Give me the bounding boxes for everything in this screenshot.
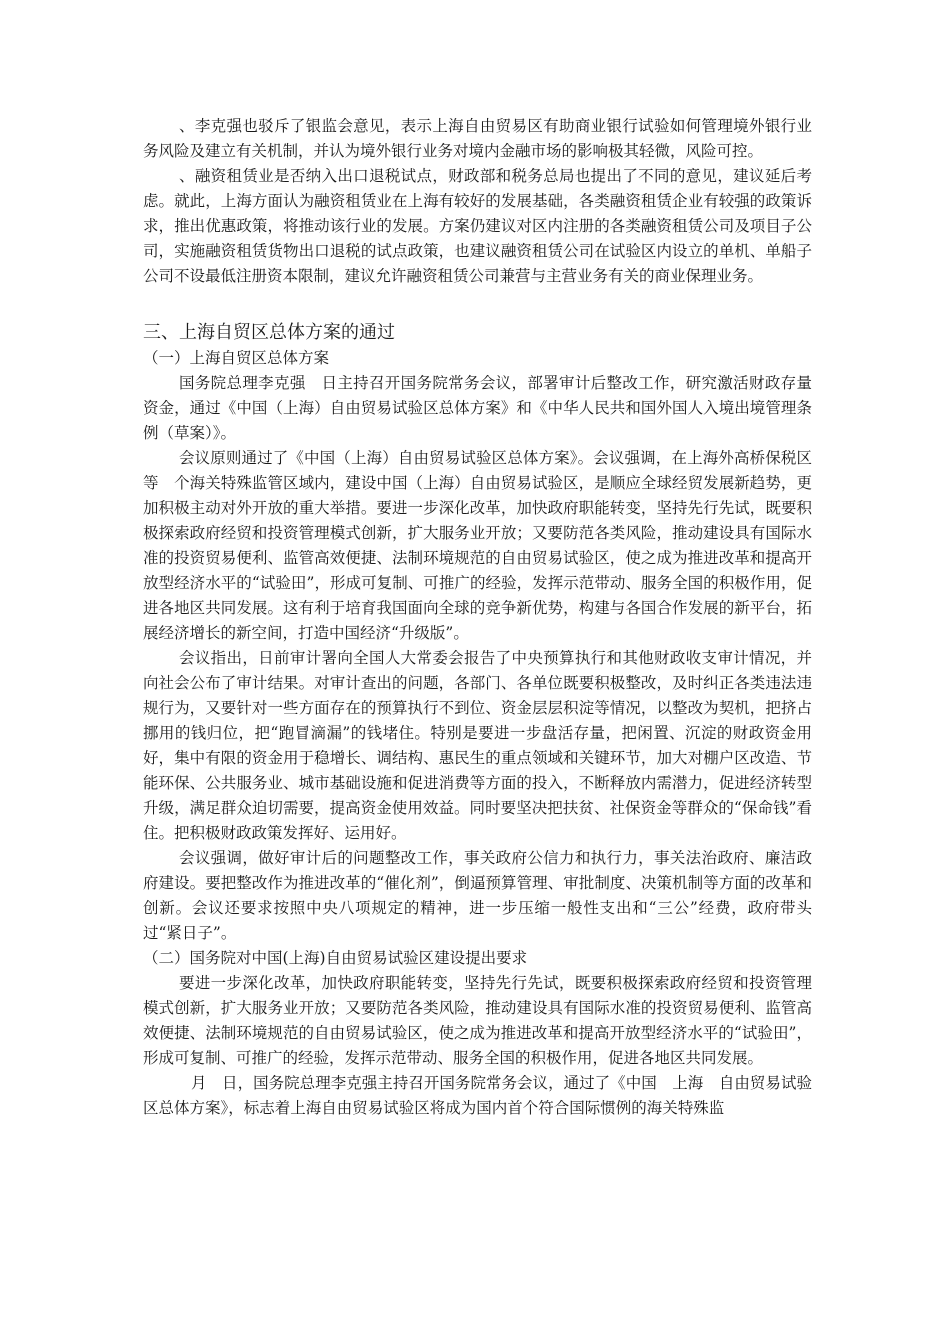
section-heading-three: 三、上海自贸区总体方案的通过 — [143, 322, 395, 343]
paragraph-deepen-reform: 要进一步深化改革，加快政府职能转变，坚持先行先试，既要积极探索政府经贸和投资管理模式创新，扩大服务业开放；又要防范各类风险，推动建设具有国际水准的投资贸易便利、监管高效便捷、法制环境规范的自由贸易试验区，使之成为推进改革和提高开放型经济水平的“试验田”，形成可复制、可推广的经验，发挥示范带动、服务全国的积极作用，促进各地区共同发展。 — [143, 974, 812, 1067]
paragraph-plan-approval: 会议原则通过了《中国（上海）自由贸易试验区总体方案》。会议强调，在上海外高桥保税区等 个海关特殊监管区域内，建设中国（上海）自由贸易试验区，是顺应全球经贸发展新趋势，更加积极主动对外开放的重大举措。要进一步深化改革，加快政府职能转变，坚持先行先试，既要积极探索政府经贸和投资管理模式创新，扩大服务业开放；又要防范各类风险，推动建设具有国际水准的投资贸易便利、监管高效便捷、法制环境规范的自由贸易试验区，使之成为推进改革和提高开放型经济水平的“试验田”，形成可复制、可推广的经验，发挥示范带动、服务全国的积极作用，促进各地区共同发展。这有利于培育我国面向全球的竞争新优势，构建与各国合作发展的新平台，拓展经济增长的新空间，打造中国经济“升级版”。 — [143, 449, 812, 642]
document-body — [143, 114, 812, 1121]
subsection-heading-two: （二）国务院对中国(上海)自由贸易试验区建设提出要求 — [143, 949, 528, 967]
paragraph-financial-leasing: 、融资租赁业是否纳入出口退税试点，财政部和税务总局也提出了不同的意见，建议延后考虑。就此，上海方面认为融资租赁业在上海有较好的发展基础，各类融资租赁企业有较强的政策诉求，推出优惠政策，将推动该行业的发展。方案仍建议对区内注册的各类融资租赁公司及项目子公司，实施融资租赁货物出口退税的试点政策，也建议融资租赁公司在试验区内设立的单机、单船子公司不设最低注册资本限制，建议允许融资租赁公司兼营与主营业务有关的商业保理业务。 — [143, 167, 812, 285]
paragraph-state-council-meeting: 国务院总理李克强 日主持召开国务院常务会议，部署审计后整改工作，研究激活财政存量资金，通过《中国（上海）自由贸易试验区总体方案》和《中华人民共和国外国人入境出境管理条例（草案）》。 — [143, 374, 812, 442]
paragraph-audit-report: 会议指出，日前审计署向全国人大常委会报告了中央预算执行和其他财政收支审计情况，并向社会公布了审计结果。对审计查出的问题，各部门、各单位既要积极整改，及时纠正各类违法违规行为，又要针对一些方面存在的预算执行不到位、资金层层积淀等情况，以整改为契机，把挤占挪用的钱归位，把“跑冒滴漏”的钱堵住。特别是要进一步盘活存量，把闲置、沉淀的财政资金用好，集中有限的资金用于稳增长、调结构、惠民生的重点领域和关键环节，加大对棚户区改造、节能环保、公共服务业、城市基础设施和促进消费等方面的投入，不断释放内需潜力，促进经济转型升级，满足群众迫切需要，提高资金使用效益。同时要坚决把扶贫、社保资金等群众的“保命钱”看住。把积极财政政策发挥好、运用好。 — [143, 649, 812, 842]
paragraph-plan-passed: 月 日，国务院总理李克强主持召开国务院常务会议，通过了《中国 上海 自由贸易试验区总体方案》，标志着上海自由贸易试验区将成为国内首个符合国际惯例的海关特殊监 — [143, 1074, 812, 1117]
subsection-heading-one: （一）上海自贸区总体方案 — [143, 349, 330, 367]
paragraph-audit-rectification: 会议强调，做好审计后的问题整改工作，事关政府公信力和执行力，事关法治政府、廉洁政府建设。要把整改作为推进改革的“催化剂”，倒逼预算管理、审批制度、决策机制等方面的改革和创新。会议还要求按照中央八项规定的精神，进一步压缩一般性支出和“三公”经费，政府带头过“紧日子”。 — [143, 849, 812, 942]
paragraph-bank-regulation: 、李克强也驳斥了银监会意见，表示上海自由贸易区有助商业银行试验如何管理境外银行业务风险及建立有关机制，并认为境外银行业务对境内金融市场的影响极其轻微，风险可控。 — [143, 117, 812, 160]
